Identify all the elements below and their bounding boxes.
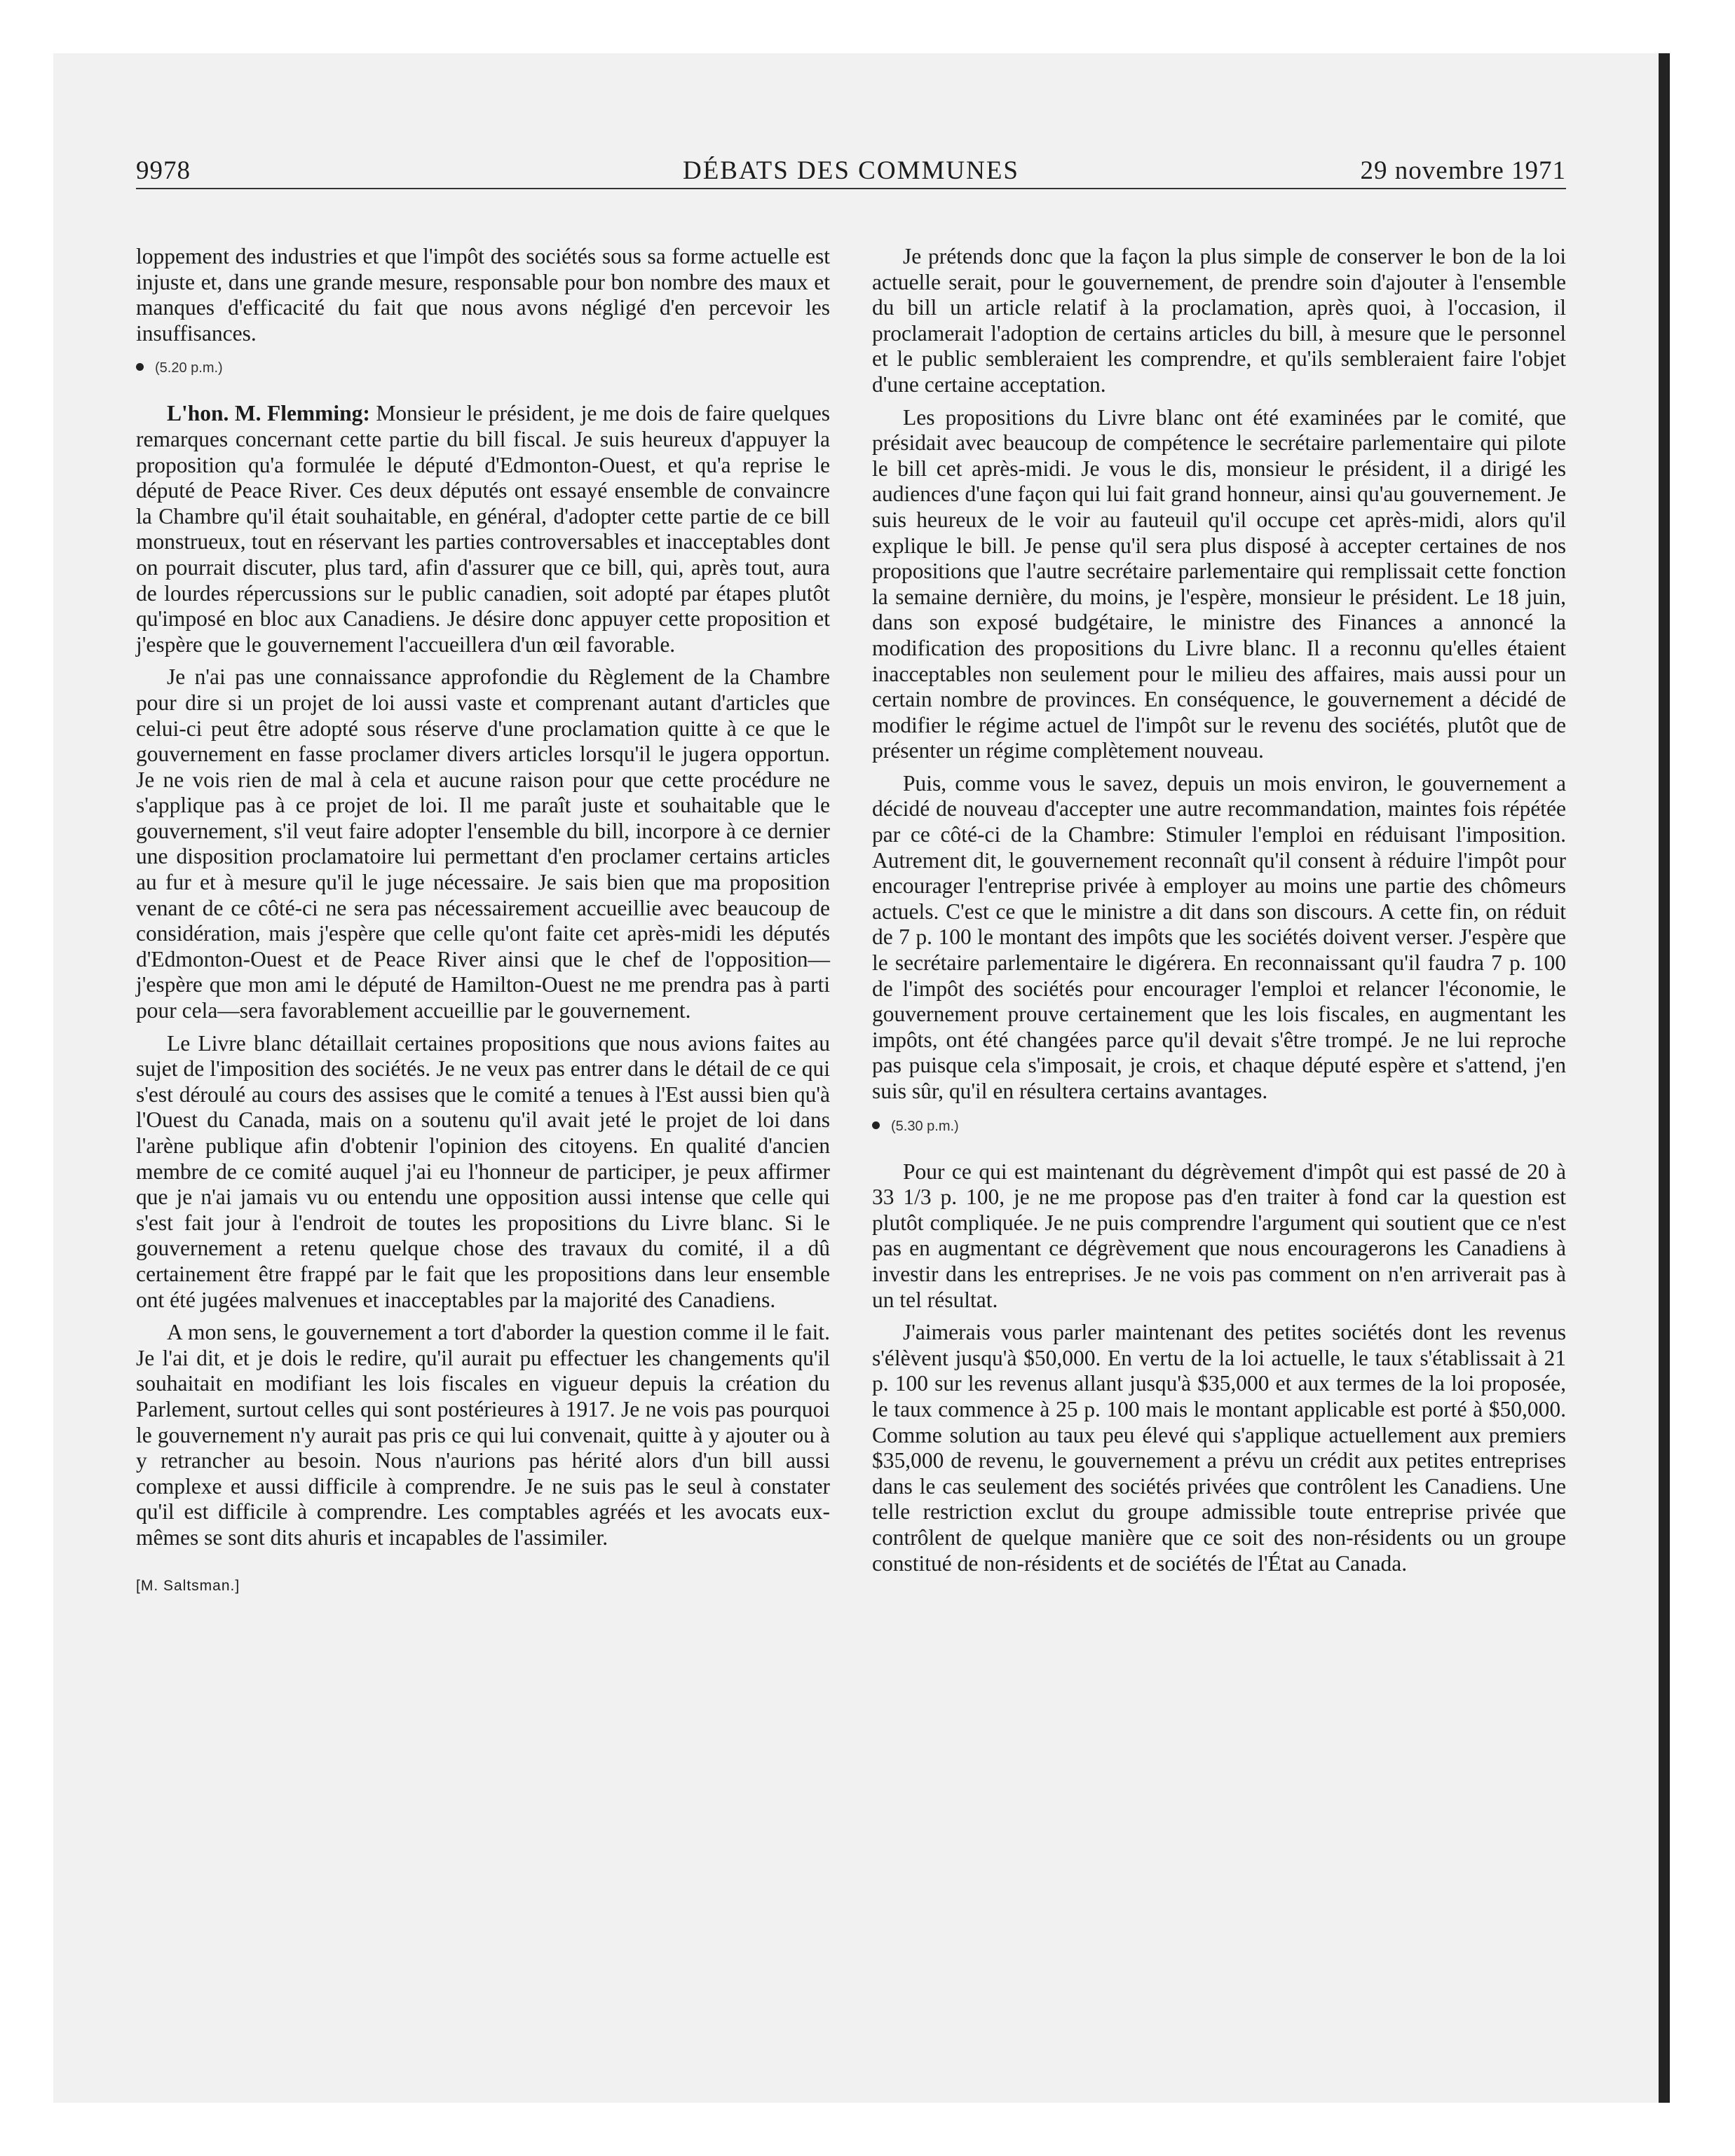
paragraph: Les propositions du Livre blanc ont été examinées par le comité, que présidait avec beaucoup de compétence le secrétaire parlementaire qui pilote le bill cet après-midi. Je vous le dis, monsieur le président, il a dirigé les audiences d'une façon qui lui fait grand honneur, ainsi qu'au gouvernement. Je suis heureux de le voir au fauteuil qu'il occupe cet après-midi, alors qu'il explique le bill. Je pense qu'il sera plus disposé à accepter certaines de nos propositions que l'autre secrétaire parlementaire qui remplissait cette fonction la semaine dernière, du moins, je l'espère, monsieur le président. Le 18 juin, dans son exposé budgétaire, le ministre des Finances a annoncé la modification des propositions du Livre blanc. Il a reconnu qu'elles étaient inacceptables non seulement pour le milieu des affaires, mais aussi pour un certain nombre de provinces. En conséquence, le gouvernement a décidé de modifier le régime actuel de l'impôt sur le revenu des sociétés, plutôt que de présenter un régime complètement nouveau.	[872, 404, 1566, 763]
speech-text: Monsieur le président, je me dois de faire quelques remarques concernant cette partie du bill fiscal. Je suis heureux d'appuyer la proposition qu'a formulée le député d'Edmonton-Ouest, et qu'a reprise le député de Peace River. Ces deux députés ont essayé ensemble de convaincre la Chambre qu'il était souhaitable, en général, d'adopter cette partie de ce bill monstrueux, tout en réservant les parties controversables et inacceptables dont on pourrait discuter, plus tard, afin d'assurer que ce bill, qui, après tout, aura de lourdes répercussions sur le public canadien, soit adopté par étapes plutôt qu'imposé en bloc aux Canadiens. Je désire donc appuyer cette proposition et j'espère que le gouvernement l'accueillera d'un œil favorable.	[136, 401, 831, 657]
timestamp	[136, 357, 830, 378]
paragraph	[136, 401, 830, 657]
bullet-icon	[136, 363, 144, 371]
paragraph: loppement des industries et que l'impôt des sociétés sous sa forme actuelle est injuste et, dans une grande mesure, responsable pour bon nombre des maux et manques d'efficacité du fait que nous avons négligé d'en percevoir les insuffisances.	[136, 244, 830, 346]
speaker-name: L'hon. M. Flemming:	[167, 401, 370, 426]
paragraph: Je prétends donc que la façon la plus simple de conserver le bon de la loi actuelle serait, pour le gouvernement, de prendre soin d'ajouter à l'ensemble du bill un article relatif à la proclamation, après quoi, à l'occasion, il proclamerait l'adoption de certains articles du bill, à mesure que le personnel et le public sembleraient les comprendre, et qu'ils sembleraient faire l'objet d'une certaine acceptation.	[872, 244, 1566, 397]
paragraph: Puis, comme vous le savez, depuis un mois environ, le gouvernement a décidé de nouveau d'accepter une autre recommandation, maintes fois répétée par ce côté-ci de la Chambre: Stimuler l'emploi en réduisant l'imposition. Autrement dit, le gouvernement reconnaît qu'il consent à réduire l'impôt pour encourager l'entreprise privée à employer au moins une partie des chômeurs actuels. C'est ce que le ministre a dit dans son discours. A cette fin, on réduit de 7 p. 100 le montant des impôts que les sociétés doivent verser. J'espère que le secrétaire parlementaire le digérera. En reconnaissant qu'il faudra 7 p. 100 de l'impôt des sociétés pour encourager l'emploi et relancer l'économie, le gouvernement prouve certainement que les lois fiscales, en augmentant les impôts, ont été changées parce qu'il devait s'être trompé. Je ne lui reproche pas puisque cela s'imposait, je crois, et chaque député espère et s'attend, j'en suis sûr, qu'il en résultera certains avantages.	[872, 770, 1566, 1103]
paragraph: A mon sens, le gouvernement a tort d'aborder la question comme il le fait. Je l'ai dit, et je dois le redire, qu'il aurait pu effectuer les changements qu'il souhaitait en modifiant les lois fiscales en vigueur depuis la création du Parlement, surtout celles qui sont postérieures à 1917. Je ne vois pas pourquoi le gouvernement n'y aurait pas pris ce qui lui convenait, quitte à y ajouter ou à y retrancher au besoin. Nous n'aurions pas hérité alors d'un bill aussi complexe et aussi difficile à comprendre. Je ne suis pas le seul à constater qu'il est difficile à comprendre. Les comptables agréés et les avocats eux-mêmes se sont dits ahuris et incapables de l'assimiler.	[136, 1320, 830, 1550]
publication-title: DÉBATS DES COMMUNES	[682, 156, 1019, 185]
speaker-reference: [M. Saltsman.]	[136, 1577, 240, 1594]
bullet-icon	[872, 1121, 880, 1129]
timestamp-text: (5.20 p.m.)	[155, 360, 223, 376]
paragraph: Le Livre blanc détaillait certaines propositions que nous avions faites au sujet de l'imposition des sociétés. Je ne veux pas entrer dans le détail de ce qui s'est déroulé au cours des assises que le comité a tenues à l'Est aussi bien qu'à l'Ouest du Canada, mais on a soutenu qu'il avait jeté le projet de loi dans l'arène publique afin d'obtenir l'opinion des citoyens. En qualité d'ancien membre de ce comité auquel j'ai eu l'honneur de participer, je peux affirmer que je n'ai jamais vu ou entendu une opposition aussi intense que celle qui s'est fait jour à l'endroit de toutes les propositions du Livre blanc. Si le gouvernement a retenu quelque chose des travaux du comité, il a dû certainement être frappé par le fait que les propositions dans leur ensemble ont été jugées malvenues et inacceptables par la majorité des Canadiens.	[136, 1030, 830, 1312]
paragraph: Pour ce qui est maintenant du dégrèvement d'impôt qui est passé de 20 à 33 1/3 p. 100, je ne me propose pas d'en traiter à fond car la question est plutôt compliquée. Je ne puis comprendre l'argument qui soutient que ce n'est pas en augmentant ce dégrèvement que nous encouragerons les Canadiens à investir dans les entreprises. Je ne vois pas comment on n'en arriverait pas à un tel résultat.	[872, 1159, 1566, 1312]
page-date: 29 novembre 1971	[1360, 156, 1566, 185]
timestamp-text: (5.30 p.m.)	[891, 1118, 959, 1134]
header-rule	[136, 188, 1566, 189]
page-header	[136, 156, 1566, 188]
paragraph: Je n'ai pas une connaissance approfondie du Règlement de la Chambre pour dire si un projet de loi aussi vaste et comprenant autant d'articles que celui-ci peut être adopté sous réserve d'une proclamation quitte à ce que le gouvernement en fasse proclamer divers articles lorsqu'il le jugera opportun. Je ne vois rien de mal à cela et aucune raison pour que cette procédure ne s'applique pas à ce projet de loi. Il me paraît juste et souhaitable que le gouvernement, s'il veut faire adopter l'ensemble du bill, incorpore à ce dernier une disposition proclamatoire lui permettant d'en proclamer certains articles au fur et à mesure qu'il le juge nécessaire. Je sais bien que ma proposition venant de ce côté-ci ne sera pas nécessairement accueillie avec beaucoup de considération, mais j'espère que celle qu'ont faite cet après-midi les députés d'Edmonton-Ouest et de Peace River ainsi que le chef de l'opposition—j'espère que mon ami le député de Hamilton-Ouest ne me prendra pas à parti pour cela—sera favorablement accueillie par le gouvernement.	[136, 664, 830, 1023]
left-column	[136, 244, 830, 1599]
page-number: 9978	[136, 156, 191, 185]
paragraph: J'aimerais vous parler maintenant des petites sociétés dont les revenus s'élèvent jusqu'à $50,000. En vertu de la loi actuelle, le taux s'établissait à 21 p. 100 sur les revenus allant jusqu'à $35,000 et aux termes de la loi proposée, le taux commence à 25 p. 100 mais le montant applicable est porté à $50,000. Comme solution au taux peu élevé qui s'applique actuellement aux premiers $35,000 de revenu, le gouvernement a prévu un crédit aux petites entreprises dans le cas seulement des sociétés privées que contrôlent les Canadiens. Une telle restriction exclut du groupe admissible toute entreprise privée que contrôlent de quelque manière que ce soit des non-résidents ou un groupe constitué de non-résidents et de sociétés de l'État au Canada.	[872, 1320, 1566, 1576]
timestamp	[872, 1116, 1566, 1137]
page-binding-edge	[1659, 53, 1670, 2103]
right-column	[872, 244, 1566, 1583]
